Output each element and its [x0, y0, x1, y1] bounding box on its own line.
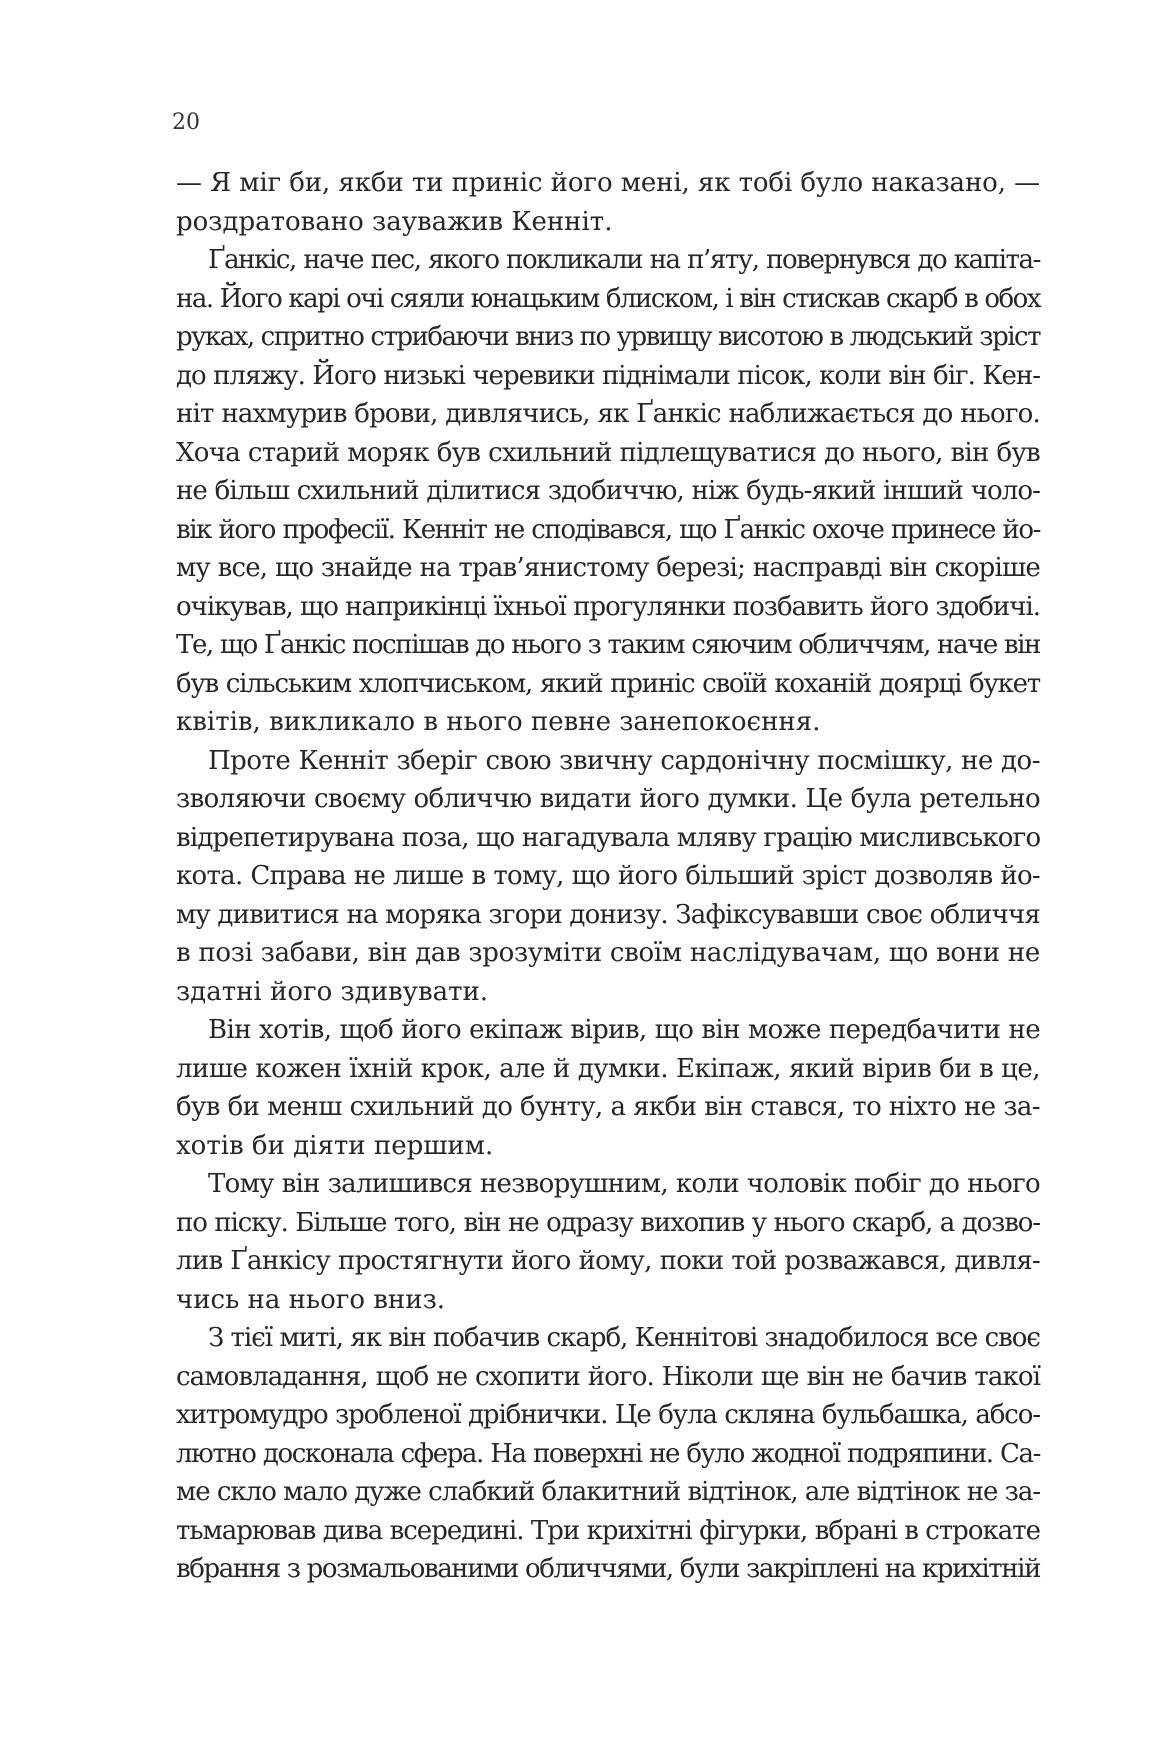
text-line: очікував, що наприкінці їхньої прогулянки позбавить його здобичі.: [176, 591, 1040, 622]
text-line: лив Ґанкісу простягнути його йому, поки той розважався, дивля-: [176, 1246, 1040, 1276]
text-line: кота. Справа не лише в тому, що його більший зріст дозволяв йо-: [176, 861, 1040, 891]
paragraph: [176, 1011, 1040, 1165]
text-line: руках, спритно стрибаючи вниз по урвищу висотою в людський зріст: [176, 322, 1040, 352]
text-line: зволяючи своєму обличчю видати його думки. Це була ретельно: [176, 784, 1040, 814]
text-line: З тієї миті, як він побачив скарб, Кеннітові знадобилося все своє: [208, 1323, 1040, 1353]
text-line: до пляжу. Його низькі черевики піднімали пісок, коли він біг. Кен-: [176, 360, 1040, 391]
text-line: лише кожен їхній крок, але й думки. Екіпаж, який вірив би в це,: [176, 1053, 1040, 1084]
text-line: ме скло мало дуже слабкий блакитний відтінок, але відтінок не за-: [176, 1477, 1041, 1507]
text-line: відрепетирувана поза, що нагадувала мляву грацію мисливського: [176, 822, 1041, 853]
text-line: Ґанкіс, наче пес, якого покликали на п’яту, повернувся до капіта-: [208, 245, 1040, 275]
text-line: хитромудро зробленої дрібнички. Це була скляна бульбашка, абсо-: [176, 1400, 1040, 1430]
text-line: Він хотів, щоб його екіпаж вірив, що він може передбачити не: [208, 1015, 1040, 1045]
paragraph: [176, 1165, 1040, 1319]
text-line: му дивитися на моряка згори донизу. Зафіксувавши своє обличчя: [176, 899, 1040, 930]
text-line: по піску. Більше того, він не одразу вихопив у нього скарб, а дозво-: [176, 1207, 1040, 1238]
text-line: хотів би діяти першим.: [176, 1130, 494, 1161]
text-line: Проте Кенніт зберіг свою звичну сардонічну посмішку, не до-: [208, 745, 1040, 776]
text-line: не більш схильний ділитися здобиччю, ніж будь-який інший чоло-: [176, 476, 1040, 506]
text-line: му все, що знайде на трав’янистому березі; насправді він скоріше: [176, 553, 1040, 583]
paragraph: [176, 1319, 1040, 1589]
text-line: тьмарював дива всередині. Три крихітні фігурки, вбрані в строкате: [176, 1515, 1040, 1546]
text-line: — Я міг би, якби ти приніс його мені, як тобі було наказано, —: [176, 168, 1040, 198]
text-line: Тому він залишився незворушним, коли чоловік побіг до нього: [208, 1169, 1040, 1199]
text-line: на. Його карі очі сяяли юнацьким блиском, і він стискав скарб в обох: [176, 283, 1040, 314]
text-line: роздратовано зауважив Кенніт.: [176, 206, 613, 237]
text-line: чись на нього вниз.: [176, 1284, 446, 1315]
text-line: був би менш схильний до бунту, а якби він стався, то ніхто не за-: [176, 1092, 1040, 1122]
text-line: квітів, викликало в нього певне занепокоєння.: [176, 707, 821, 737]
page-number: 20: [172, 110, 200, 135]
text-line: Те, що Ґанкіс поспішав до нього з таким сяючим обличчям, наче він: [176, 630, 1040, 660]
text-line: був сільським хлопчиськом, який приніс своїй коханій доярці букет: [176, 668, 1040, 699]
text-line: в позі забави, він дав зрозуміти своїм наслідувачам, що вони не: [176, 938, 1040, 968]
text-line: вбрання з розмальованими обличчями, були закріплені на крихітній: [176, 1554, 1040, 1584]
text-line: здатні його здивувати.: [176, 976, 489, 1007]
text-line: вік його професії. Кенніт не сподівався, що Ґанкіс охоче принесе йо-: [176, 514, 1040, 545]
paragraph: [176, 742, 1040, 1012]
text-line: Хоча старий моряк був схильний підлещуватися до нього, він був: [176, 437, 1040, 468]
paragraph: [176, 164, 1040, 241]
text-line: самовладання, щоб не схопити його. Ніколи ще він не бачив такої: [176, 1361, 1040, 1392]
body-text: [176, 164, 1040, 1589]
text-line: ніт нахмурив брови, дивлячись, як Ґанкіс наближається до нього.: [176, 399, 1040, 429]
text-line: лютно досконала сфера. На поверхні не було жодної подряпини. Са-: [176, 1438, 1040, 1469]
paragraph: [176, 241, 1040, 742]
